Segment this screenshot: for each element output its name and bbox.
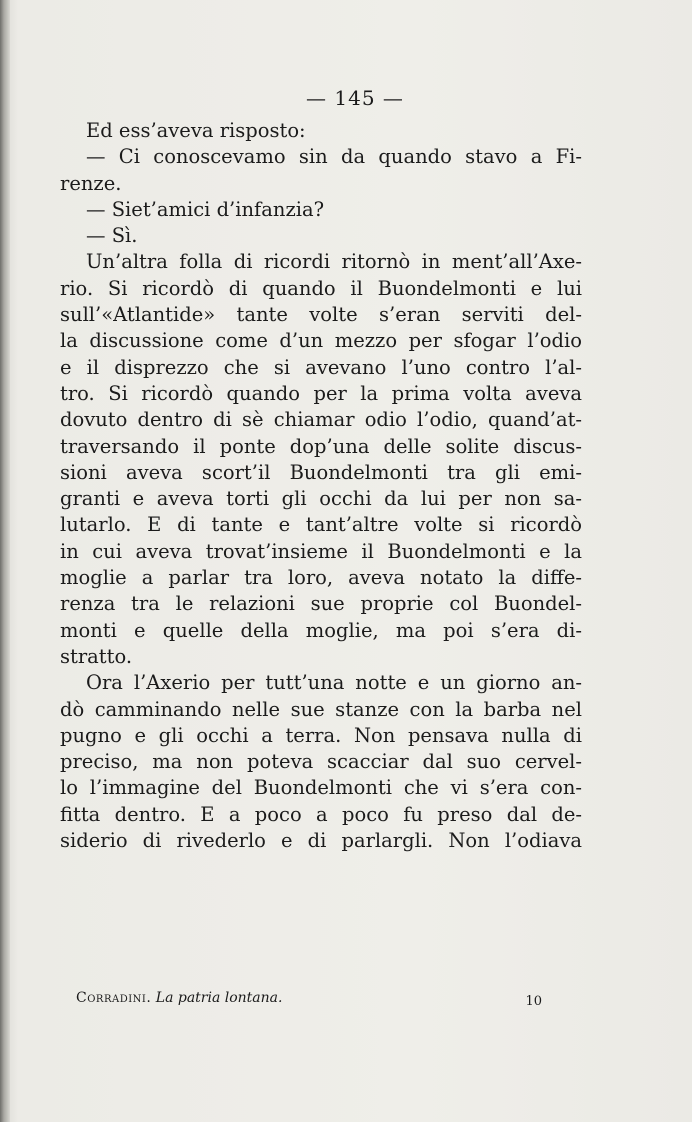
text-line: — Siet’amici d’infanzia?: [86, 197, 325, 221]
page-number: — 145 —: [306, 86, 404, 110]
text-line: granti e aveva torti gli occhi da lui per non sa-: [60, 487, 582, 511]
text-line: fitta dentro. E a poco a poco fu preso dal de-: [60, 802, 582, 826]
text-line: preciso, ma non poteva scacciar dal suo cervel-: [60, 750, 582, 774]
body-text: [60, 118, 582, 854]
text-line: lo l’immagine del Buondelmonti che vi s’era con-: [60, 776, 582, 800]
footer-signature-mark: 10: [525, 994, 542, 1009]
text-line: — Sì.: [86, 224, 138, 248]
text-line: sioni aveva scort’il Buondelmonti tra gli emi-: [60, 460, 582, 484]
text-line: Ora l’Axerio per tutt’una notte e un giorno an-: [86, 671, 582, 695]
text-line: monti e quelle della moglie, ma poi s’era di-: [60, 618, 582, 642]
text-line: in cui aveva trovat’insieme il Buondelmonti e la: [60, 539, 582, 563]
text-line: pugno e gli occhi a terra. Non pensava nulla di: [60, 723, 582, 747]
text-line: stratto.: [60, 644, 133, 668]
text-line: — Ci conoscevamo sin da quando stavo a Fi-: [86, 145, 582, 169]
text-line: lutarlo. E di tante e tant’altre volte si ricordò: [60, 513, 582, 537]
text-line: sull’«Atlantide» tante volte s’eran serviti del-: [60, 303, 582, 327]
text-line: siderio di rivederlo e di parlargli. Non l’odiava: [60, 829, 582, 853]
text-line: e il disprezzo che si avevano l’uno contro l’al-: [60, 355, 582, 379]
text-line: moglie a parlar tra loro, aveva notato la diffe-: [60, 566, 582, 590]
text-line: dò camminando nelle sue stanze con la barba nel: [60, 697, 582, 721]
text-line: renze.: [60, 171, 122, 195]
footer-book-title: La patria lontana.: [155, 990, 283, 1006]
book-spine-shadow: [0, 0, 10, 1122]
text-line: la discussione come d’un mezzo per sfogar l’odio: [60, 329, 582, 353]
text-line: traversando il ponte dop’una delle solite discus-: [60, 434, 582, 458]
text-line: Ed ess’aveva risposto:: [86, 119, 306, 142]
text-line: dovuto dentro di sè chiamar odio l’odio, quand’at-: [60, 408, 582, 432]
footer-author: Corradini.: [76, 990, 152, 1006]
text-line: tro. Si ricordò quando per la prima volta aveva: [60, 381, 582, 405]
text-line: Un’altra folla di ricordi ritornò in ment’all’Axe-: [86, 250, 582, 274]
text-line: rio. Si ricordò di quando il Buondelmonti e lui: [60, 276, 582, 300]
page-footer: [76, 990, 542, 1009]
text-line: renza tra le relazioni sue proprie col Buondel-: [60, 592, 582, 616]
